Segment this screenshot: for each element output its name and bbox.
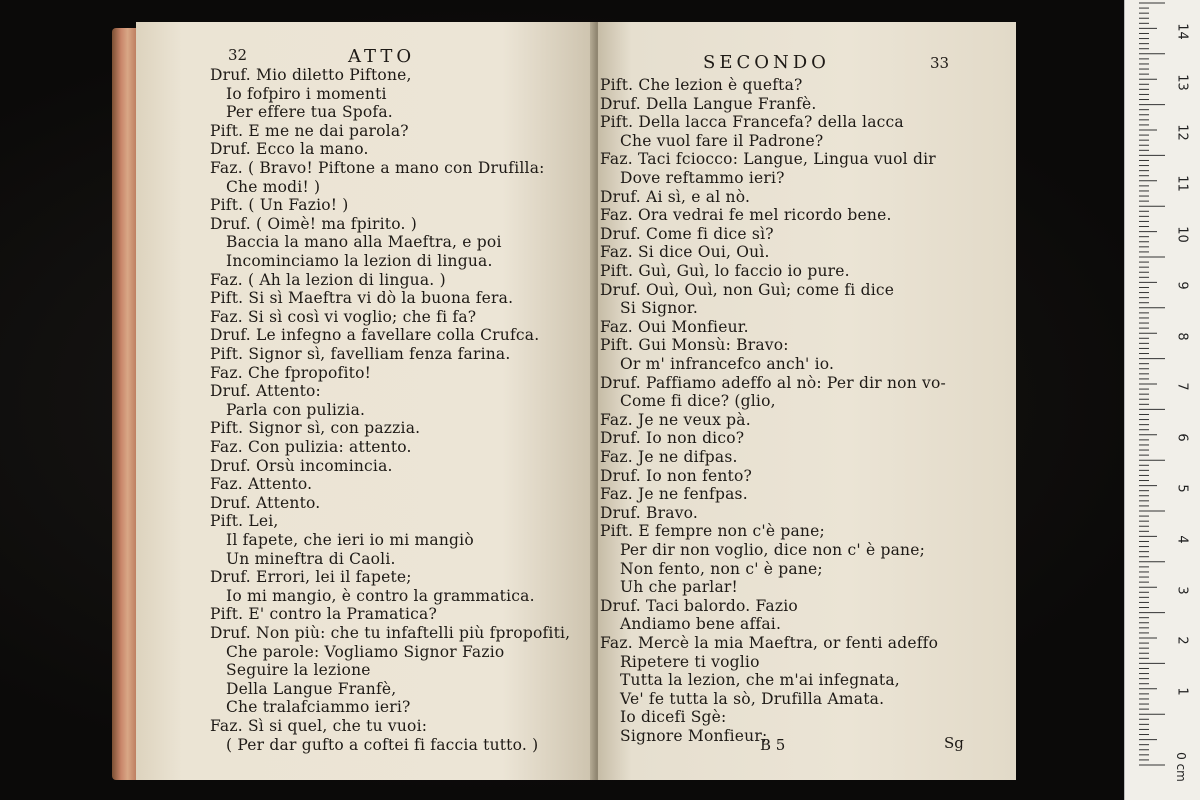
text-line: Faz. Je ne fenfpas. (600, 485, 748, 504)
text-line: Druf. Le infegno a favellare colla Crufca. (210, 326, 540, 345)
text-line: Faz. ( Ah la lezion di lingua. ) (210, 270, 446, 289)
right-page-number: 33 (930, 54, 950, 72)
text-line: Pift. Lei, (210, 512, 279, 531)
ruler-number: 8 (1174, 331, 1190, 341)
measurement-ruler (1124, 0, 1200, 800)
text-line: Della Langue Franfè, (226, 679, 397, 698)
text-line: Che tralafciammo ieri? (226, 698, 411, 717)
text-line: Seguire la lezione (226, 661, 371, 680)
text-line: Faz. Si sì così vi voglio; che fi fa? (210, 307, 477, 326)
text-line: Il fapete, che ieri io mi mangiò (226, 531, 474, 549)
text-line: Tutta la lezion, che m'ai infegnata, (620, 671, 900, 690)
text-line: Io fofpiro i momenti (226, 84, 387, 103)
right-running-head: SECONDO (703, 52, 830, 73)
ruler-number: 9 (1174, 281, 1190, 290)
text-line: Druf. Taci balordo. Fazio (600, 596, 798, 615)
text-line: Pift. ( Un Fazio! ) (210, 196, 349, 215)
text-line: Faz. Oui Monfieur. (600, 317, 749, 336)
text-line: ( Per dar gufto a coftei fi faccia tutto. ) (226, 735, 539, 754)
text-line: Faz. Che fpropofito! (210, 363, 372, 382)
text-line: Pift. E' contro la Pramatica? (210, 605, 437, 624)
text-line: Faz. Con pulizia: attento. (210, 438, 412, 456)
text-line: Faz. Mercè la mia Maeftra, or fenti adeffo (600, 634, 939, 652)
text-line: Come fi dice? (glio, (620, 392, 776, 411)
text-line: Che parole: Vogliamo Signor Fazio (226, 642, 505, 661)
text-line: Druf. Non più: che tu infaftelli più fpropofiti, (210, 624, 571, 642)
text-line: Ripetere ti voglio (620, 652, 760, 671)
text-line: Io dicefi Sgè: (620, 708, 727, 727)
text-line: Pift. E fempre non c'è pane; (600, 522, 825, 541)
catchword: Sg (944, 734, 964, 752)
left-page (136, 22, 594, 780)
text-line: Druf. Come fi dice sì? (600, 224, 774, 243)
text-line: Faz. Taci fciocco: Langue, Lingua vuol dir (600, 150, 936, 169)
text-line: Pift. Che lezion è quefta? (600, 76, 803, 94)
text-line: Pift. Signor sì, con pazzia. (210, 419, 421, 438)
ruler-number: 1 (1174, 687, 1190, 696)
text-line: Druf. Attento: (210, 382, 321, 401)
text-line: Signore Monfieur; (620, 727, 768, 745)
text-line: Druf. Errori, lei il fapete; (210, 568, 412, 587)
ruler-number: 4 (1174, 535, 1190, 544)
text-line: Faz. Je ne difpas. (600, 448, 738, 466)
ruler-number: 6 (1174, 433, 1190, 442)
text-line: Druf. Ouì, Ouì, non Guì; come fi dice (600, 280, 895, 299)
text-line: Un mineftra di Caoli. (226, 549, 396, 568)
text-line: Pift. Signor sì, favelliam fenza farina. (210, 345, 511, 363)
text-line: Ve' fe tutta la sò, Drufilla Amata. (620, 689, 885, 708)
text-line: Druf. Bravo. (600, 503, 699, 522)
text-line: Druf. Attento. (210, 493, 321, 512)
text-line: Baccia la mano alla Maeftra, e poi (226, 233, 502, 252)
text-line: Druf. Io non dico? (600, 429, 745, 448)
text-line: Incominciamo la lezion di lingua. (226, 252, 493, 270)
text-line: Pift. Si sì Maeftra vi dò la buona fera. (210, 289, 514, 308)
ruler-ticks (1125, 0, 1200, 800)
ruler-number: 5 (1174, 484, 1190, 493)
text-line: Faz. Sì si quel, che tu vuoi: (210, 717, 428, 735)
text-line: Andiamo bene affai. (620, 615, 782, 634)
ruler-number: 14 (1174, 23, 1190, 40)
text-line: Si Signor. (620, 299, 698, 318)
text-line: Druf. ( Oimè! ma fpirito. ) (210, 214, 417, 233)
text-line: Parla con pulizia. (226, 400, 366, 419)
text-line: Che vuol fare il Padrone? (620, 131, 824, 150)
text-line: Pift. E me ne dai parola? (210, 121, 409, 140)
ruler-number: 11 (1174, 175, 1190, 192)
text-line: Druf. Ecco la mano. (210, 140, 369, 159)
text-line: Druf. Paffiamo adeffo al nò: Per dir non vo- (600, 373, 946, 392)
right-page (598, 22, 1016, 780)
signature-mark: B 5 (760, 736, 786, 754)
text-line: Dove reftammo ieri? (620, 169, 785, 187)
text-line: Faz. Si dice Oui, Ouì. (600, 243, 770, 262)
book-fore-edge (112, 28, 138, 780)
text-line: Pift. Guì, Guì, lo faccio io pure. (600, 262, 850, 280)
text-line: Faz. ( Bravo! Piftone a mano con Drufilla: (210, 159, 545, 177)
text-line: Or m' infrancefco anch' io. (620, 355, 835, 373)
ruler-number: 13 (1174, 73, 1190, 91)
text-line: Druf. Io non fento? (600, 466, 753, 485)
text-line: Pift. Della lacca Francefa? della lacca (600, 113, 904, 132)
text-line: Druf. Mio diletto Piftone, (210, 66, 412, 84)
text-line: Che modi! ) (226, 177, 321, 196)
text-line: Faz. Je ne veux pà. (600, 410, 751, 429)
text-line: Io mi mangio, è contro la grammatica. (226, 586, 535, 605)
ruler-number: 7 (1174, 382, 1190, 392)
text-line: Uh che parlar! (620, 578, 738, 597)
text-line: Faz. Ora vedrai fe mel ricordo bene. (600, 206, 892, 225)
left-page-number: 32 (228, 46, 248, 64)
text-line: Druf. Ai sì, e al nò. (600, 187, 751, 206)
text-line: Non fento, non c' è pane; (620, 559, 823, 578)
ruler-number: 3 (1174, 585, 1190, 595)
ruler-number: 10 (1174, 226, 1190, 243)
text-line: Faz. Attento. (210, 475, 313, 494)
ruler-number: 2 (1174, 636, 1190, 646)
text-line: Pift. Gui Monsù: Bravo: (600, 336, 789, 355)
text-line: Druf. Della Langue Franfè. (600, 94, 817, 113)
ruler-unit-label: 0 cm (1173, 752, 1188, 782)
ruler-number: 12 (1174, 124, 1190, 142)
text-line: Druf. Orsù incomincia. (210, 456, 393, 475)
text-line: Per effere tua Spofa. (226, 103, 393, 122)
text-line: Per dir non voglio, dice non c' è pane; (620, 541, 925, 559)
left-running-head: ATTO (348, 46, 416, 67)
